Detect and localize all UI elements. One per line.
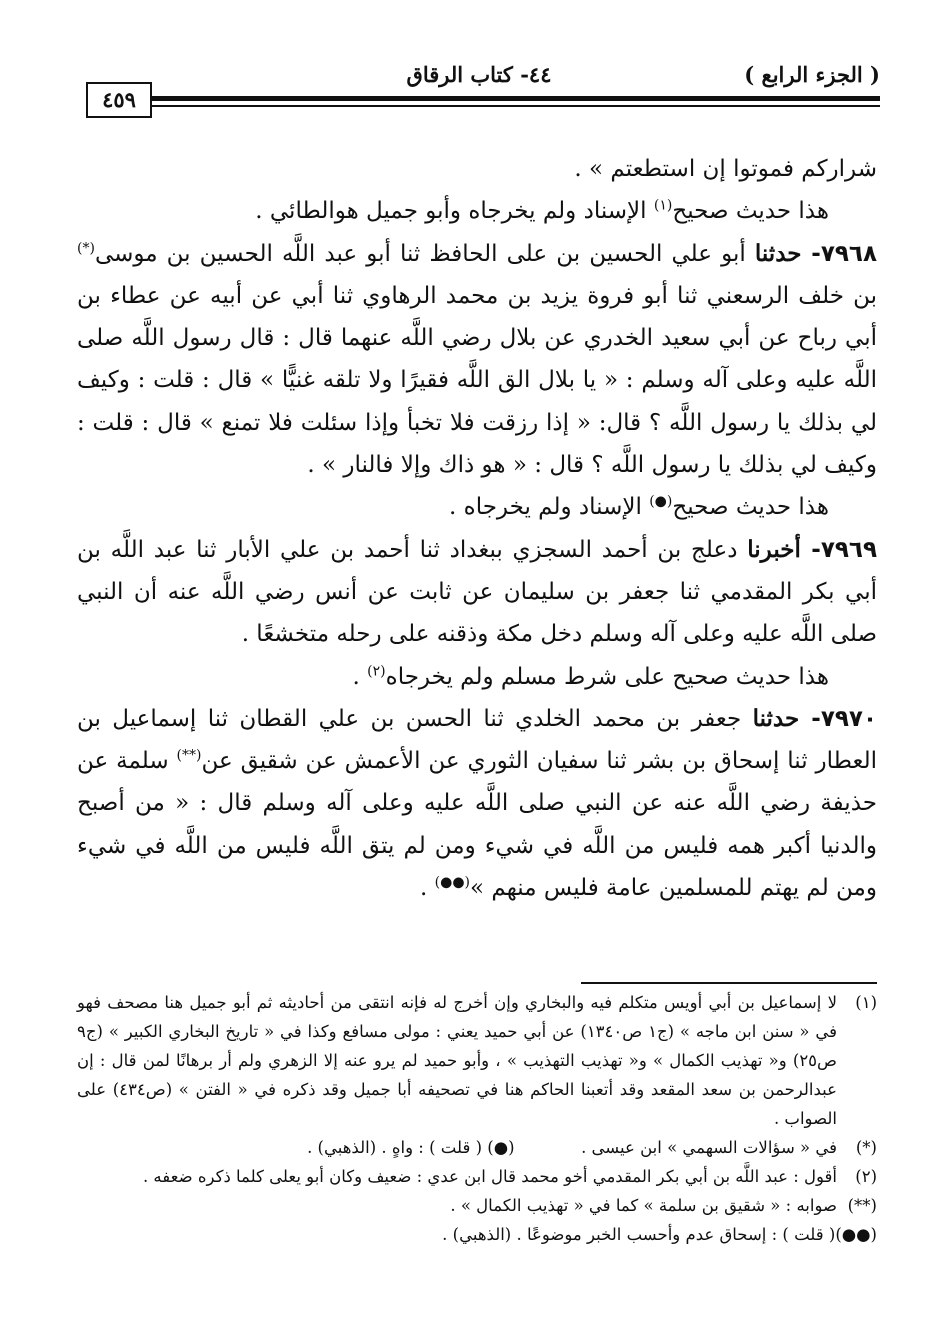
hadith-number: ٧٩٧٠- bbox=[799, 705, 877, 732]
footnote-ref: (●●) bbox=[434, 874, 471, 891]
main-text bbox=[77, 148, 877, 909]
footnote-1: (١) لا إسماعيل بن أبي أويس متكلم فيه والبخاري وإن أخرج له فإنه انتقى من أحاديثه ثم أبو جميل هنا مصحف فهو في « سنن ابن ماجه » (ج١ ص١٣٤٠) عن أبي حميد يعني : مولى مسافع وكذا في « تاريخ البخاري الكبير » (ج٩ ص٢٥) و« تهذيب الكمال » و« تهذيب التهذيب » ، وأبو حميد لم يرو عنه إلا الزهري ولم أر برهانًا لمن قال : إن عبدالرحمن بن سعد المقعد وقد أتعبنا الحاكم هنا في تصحيفه أبا جميل وقد ذكره في « الفتن » (ص٤٣٤) على الصواب . bbox=[77, 993, 877, 1128]
narration-verb: حدثنا bbox=[752, 704, 800, 732]
footnote-ref: (٢) bbox=[367, 662, 386, 679]
header-rule-thin bbox=[152, 105, 880, 107]
paragraph-continuation: شراركم فموتوا إن استطعتم » . bbox=[574, 156, 877, 182]
book-title: ٤٤- كتاب الرقاق bbox=[406, 62, 552, 87]
part-title: ( الجزء الرابع ) bbox=[744, 62, 880, 87]
hadith-number: ٧٩٦٨- bbox=[801, 240, 877, 267]
hadith-7969: ٧٩٦٩- أخبرنا دعلج بن أحمد السجزي ببغداد ثنا أحمد بن علي الأبار ثنا عبد اللَّه بن أبي بكر المقدمي ثنا جعفر بن سليمان عن ثابت عن أنس رضي اللَّه عنه أن النبي صلى اللَّه عليه وعلى آله وسلم دخل مكة وذقنه على رحله متخشعًا . bbox=[77, 535, 878, 648]
header-rule-thick bbox=[152, 96, 880, 101]
grading-note-1: هذا حديث صحيح$^{(١)}$ الإسناد ولم يخرجاه وأبو جميل هوالطائي . bbox=[255, 197, 829, 225]
footnote-ref: (*) bbox=[77, 239, 95, 256]
footnote-star-and-dot: (*) في « سؤالات السهمي » ابن عيسى . (●) ( قلت ) : واهٍ . (الذهبي) . bbox=[307, 1138, 877, 1157]
footnote-dot: ( قلت ) : واهٍ . (الذهبي) . bbox=[307, 1138, 483, 1157]
footnote-star: في « سؤالات السهمي » ابن عيسى . bbox=[581, 1138, 837, 1157]
page-number: ٤٥٩ bbox=[86, 82, 152, 118]
footnote-ref: (●) bbox=[649, 493, 673, 510]
narration-verb: حدثنا bbox=[754, 239, 802, 267]
footnote-dot-marker: (●) bbox=[487, 1138, 515, 1157]
footnotes bbox=[77, 988, 877, 1249]
hadith-number: ٧٩٦٩- bbox=[800, 536, 878, 563]
hadith-7968: ٧٩٦٨- حدثنا أبو علي الحسين بن على الحافظ ثنا أبو عبد اللَّه الحسين بن موسى(*) بن خلف الرسعني ثنا أبو فروة يزيد بن محمد الرهاوي ثنا أبي عن أبيه عن عطاء بن أبي رباح عن أبي سعيد الخدري عن بلال رضي اللَّه عنهما قال : قال رسول اللَّه صلى اللَّه عليه وعلى آله وسلم : « يا بلال الق اللَّه فقيرًا ولا تلقه غنيًّا » قال : قلت : وكيف لي بذلك يا رسول اللَّه ؟ قال: « إذا رزقت فلا تخبأ وإذا سئلت فلا تمنع » قال : قلت : وكيف لي بذلك يا رسول اللَّه ؟ قال : « هو ذاك وإلا فالنار » . bbox=[77, 239, 877, 479]
narration-verb: أخبرنا bbox=[747, 535, 801, 563]
grading-note-2: هذا حديث صحيح(●) الإسناد ولم يخرجاه . bbox=[449, 493, 829, 521]
footnote-double-dot: (●●) ( قلت ) : إسحاق عدم وأحسب الخبر موضوعًا . (الذهبي) . bbox=[442, 1225, 877, 1244]
hadith-7970: ٧٩٧٠- حدثنا جعفر بن محمد الخلدي ثنا الحسن بن علي القطان ثنا إسماعيل بن العطار ثنا إسحاق بن بشر ثنا سفيان الثوري عن الأعمش عن شقيق عن(**) سلمة عن حذيفة رضي اللَّه عنه عن النبي صلى اللَّه عليه وعلى آله وسلم قال : « من أصبح والدنيا أكبر همه فليس من اللَّه في شيء ومن لم يتق اللَّه فليس من اللَّه في شيء ومن لم يهتم للمسلمين عامة فليس منهم »(●●) . bbox=[77, 704, 877, 902]
running-header bbox=[78, 62, 880, 122]
footnote-double-star: (**) صوابه : « شقيق بن سلمة » كما في « تهذيب الكمال » . bbox=[450, 1196, 877, 1215]
grading-note-3: هذا حديث صحيح على شرط مسلم ولم يخرجاه$^{(٢)}$ . bbox=[352, 662, 829, 690]
footnote-ref: (١) bbox=[653, 197, 673, 214]
footnote-separator bbox=[581, 982, 877, 984]
footnote-2: (٢) أقول : عبد اللَّه بن أبي بكر المقدمي أخو محمد قال ابن عدي : ضعيف وكان أبو يعلى كلما ذكره ضعفه . bbox=[142, 1167, 877, 1186]
footnote-ref: (**) bbox=[176, 747, 202, 764]
